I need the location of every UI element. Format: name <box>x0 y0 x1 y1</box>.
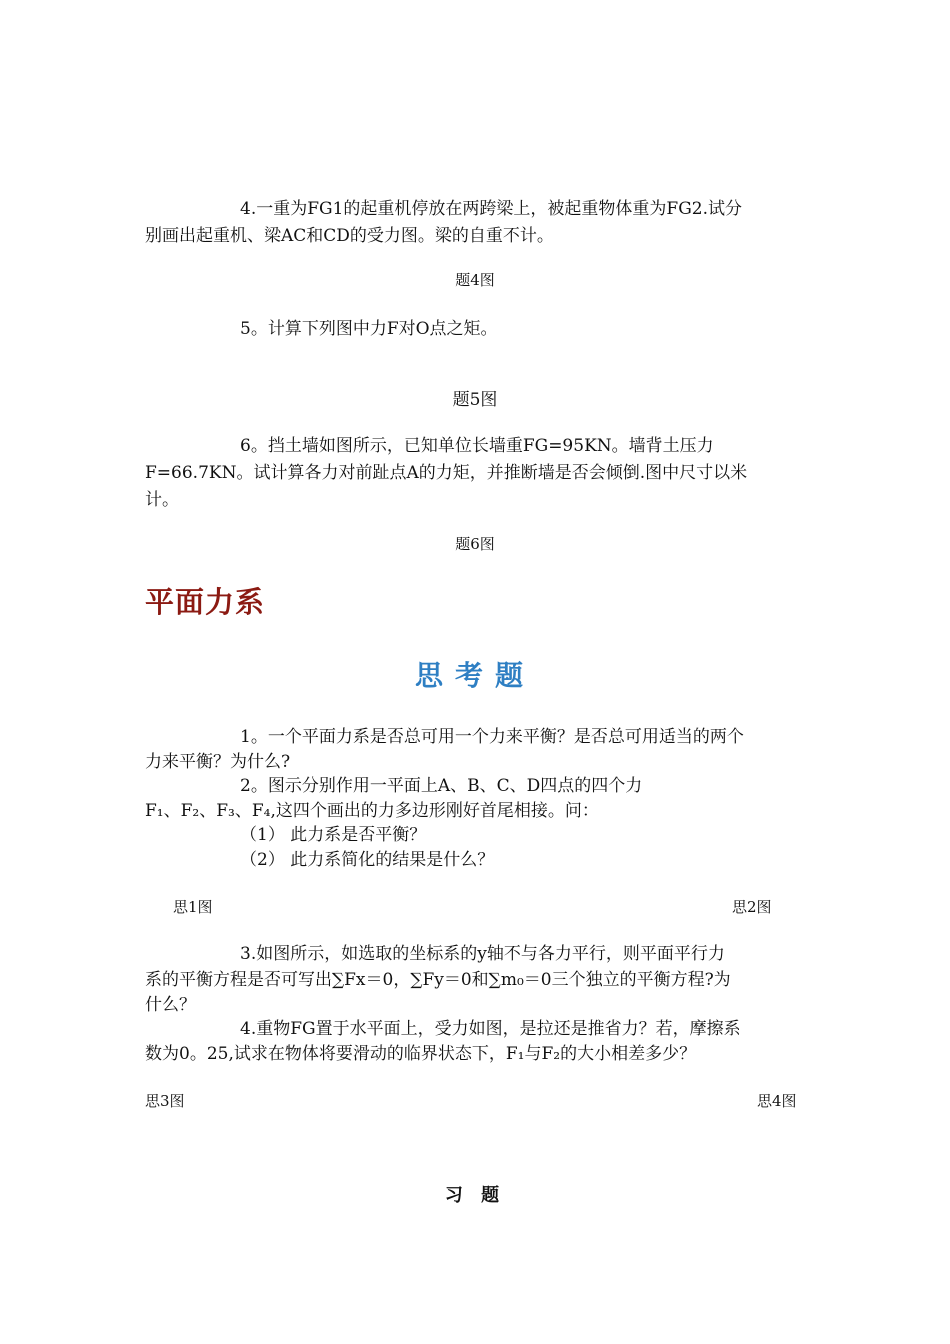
figure-5-caption: 题5图 <box>452 390 498 410</box>
problem-6-line-2: F=66.7KN。试计算各力对前趾点A的力矩，并推断墙是否会倾倒.图中尺寸以米 <box>145 463 748 483</box>
section-title: 平面力系 <box>145 585 266 619</box>
question-2-line-1: 2。图示分别作用一平面上A、B、C、D四点的四个力 <box>240 776 643 796</box>
figure-4-caption: 题4图 <box>455 271 495 289</box>
question-3-line-3: 什么？ <box>145 995 196 1015</box>
question-1-line-2: 力来平衡？为什么? <box>145 752 291 772</box>
question-2-line-2: F₁、F₂、F₃、F₄,这四个画出的力多边形刚好首尾相接。问： <box>145 801 599 821</box>
question-4-line-1: 4.重物FG置于水平面上，受力如图，是拉还是推省力？若，摩擦系 <box>240 1019 741 1039</box>
question-4-line-2: 数为0。25,试求在物体将要滑动的临界状态下，F₁与F₂的大小相差多少？ <box>145 1044 697 1064</box>
figure-s3-caption: 思3图 <box>145 1092 185 1110</box>
figure-s1-caption: 思1图 <box>173 898 213 916</box>
question-1-line-1: 1。一个平面力系是否总可用一个力来平衡？是否总可用适当的两个 <box>240 727 744 747</box>
problem-5-line-1: 5。计算下列图中力F对O点之矩。 <box>240 319 498 339</box>
figure-s4-caption: 思4图 <box>757 1092 797 1110</box>
question-3-line-1: 3.如图所示，如选取的坐标系的y轴不与各力平行，则平面平行力 <box>240 944 725 964</box>
section-subtitle: 思考题 <box>414 659 535 692</box>
question-2-sub-2: （2） 此力系简化的结果是什么？ <box>240 850 495 870</box>
question-2-sub-1: （1） 此力系是否平衡？ <box>240 825 427 845</box>
problem-4-line-2: 别画出起重机、梁AC和CD的受力图。梁的自重不计。 <box>145 226 554 246</box>
problem-6-line-3: 计。 <box>145 490 179 510</box>
figure-s2-caption: 思2图 <box>732 898 772 916</box>
question-3-line-2: 系的平衡方程是否可写出∑Fx＝0，∑Fy＝0和∑m₀＝0三个独立的平衡方程?为 <box>145 970 731 990</box>
problem-4-line-1: 4.一重为FG1的起重机停放在两跨梁上，被起重物体重为FG2.试分 <box>240 199 743 219</box>
exercises-heading: 习 题 <box>444 1185 506 1206</box>
problem-6-line-1: 6。挡土墙如图所示，已知单位长墙重FG=95KN。墙背土压力 <box>240 436 714 456</box>
figure-6-caption: 题6图 <box>455 535 495 553</box>
